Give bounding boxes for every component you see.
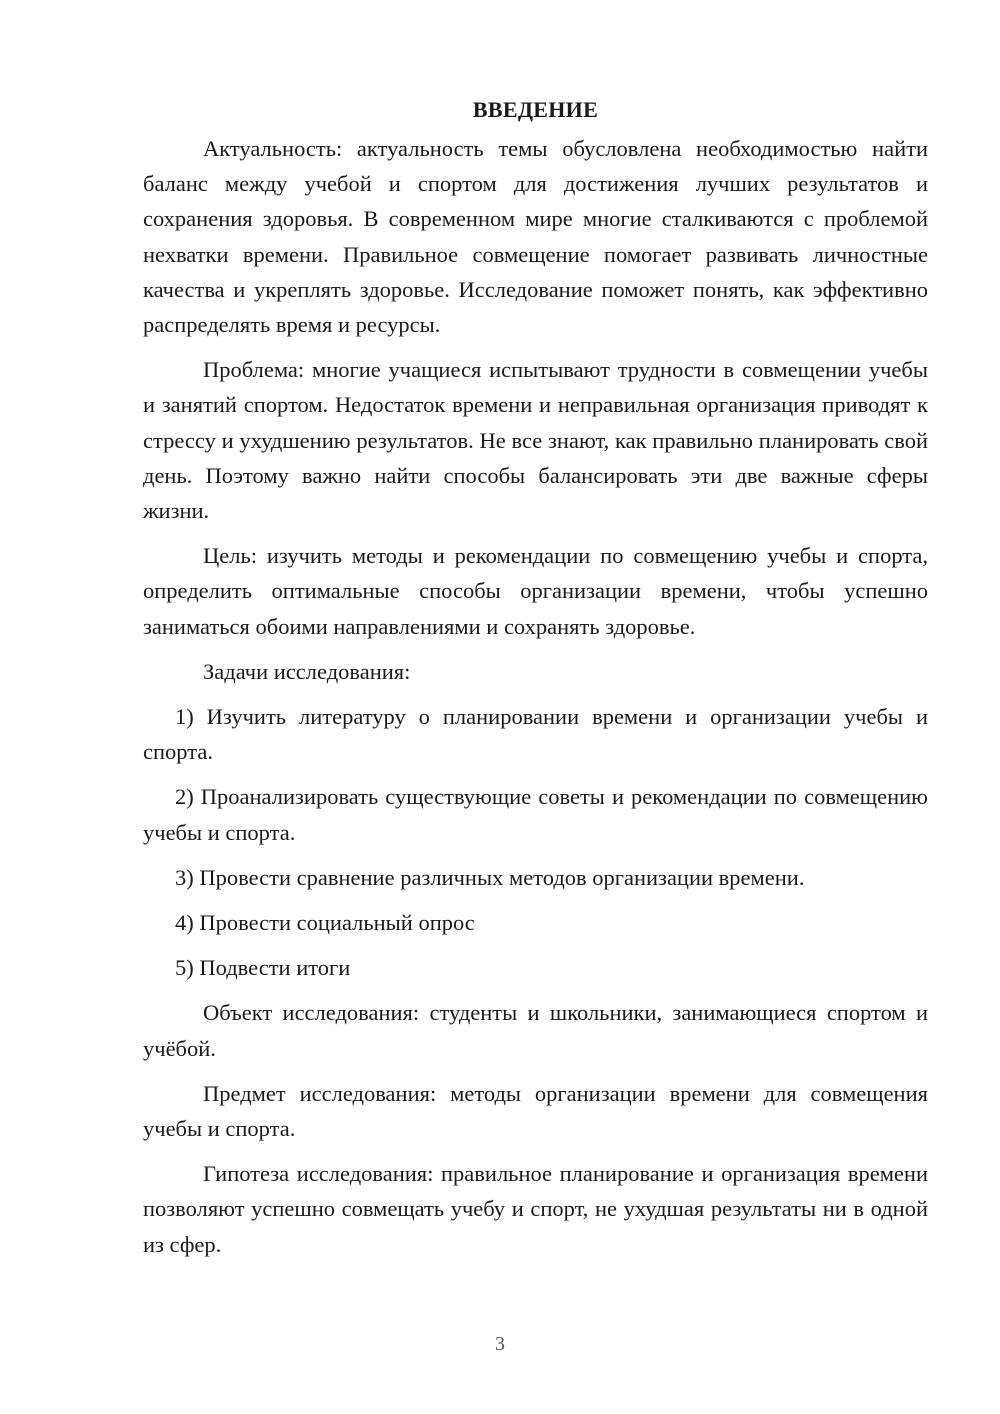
task-item-1: 1) Изучить литературу о планировании времени и организации учебы и спорта. <box>143 704 928 765</box>
task-item-4: 4) Провести социальный опрос <box>175 910 475 936</box>
task-item-2: 2) Проанализировать существующие советы и рекомендации по совмещению учебы и спорта. <box>143 784 928 845</box>
tasks-heading: Задачи исследования: <box>203 658 411 684</box>
goal-paragraph: Цель: изучить методы и рекомендации по совмещению учебы и спорта, определить оптимальные способы организации времени, чтобы успешно заниматься обоими направлениями и сохранять здоровье. <box>143 543 928 639</box>
task-item-3: 3) Провести сравнение различных методов организации времени. <box>175 864 805 890</box>
section-title: ВВЕДЕНИЕ <box>472 97 599 122</box>
problem-paragraph: Проблема: многие учащиеся испытывают трудности в совмещении учебы и занятий спортом. Недостаток времени и неправильная организация приводят к стрессу и ухудшению результатов. Не все знают, как правильно планировать свой день. Поэтому важно найти способы балансировать эти две важные сферы жизни. <box>143 357 928 524</box>
page-content <box>143 92 928 1272</box>
subject-paragraph: Предмет исследования: методы организации времени для совмещения учебы и спорта. <box>143 1080 928 1142</box>
task-item-5: 5) Подвести итоги <box>175 955 351 981</box>
page-number: 3 <box>495 1333 505 1355</box>
relevance-paragraph: Актуальность: актуальность темы обусловлена необходимостью найти баланс между учебой и спортом для достижения лучших результатов и сохранения здоровья. В современном мире многие сталкиваются с проблемой нехватки времени. Правильное совмещение помогает развивать личностные качества и укреплять здоровье. Исследование поможет понять, как эффективно распределять время и ресурсы. <box>143 136 928 338</box>
object-paragraph: Объект исследования: студенты и школьники, занимающиеся спортом и учёбой. <box>143 1000 928 1061</box>
hypothesis-paragraph: Гипотеза исследования: правильное планирование и организация времени позволяют успешно совмещать учебу и спорт, не ухудшая результаты ни в одной из сфер. <box>143 1161 928 1257</box>
